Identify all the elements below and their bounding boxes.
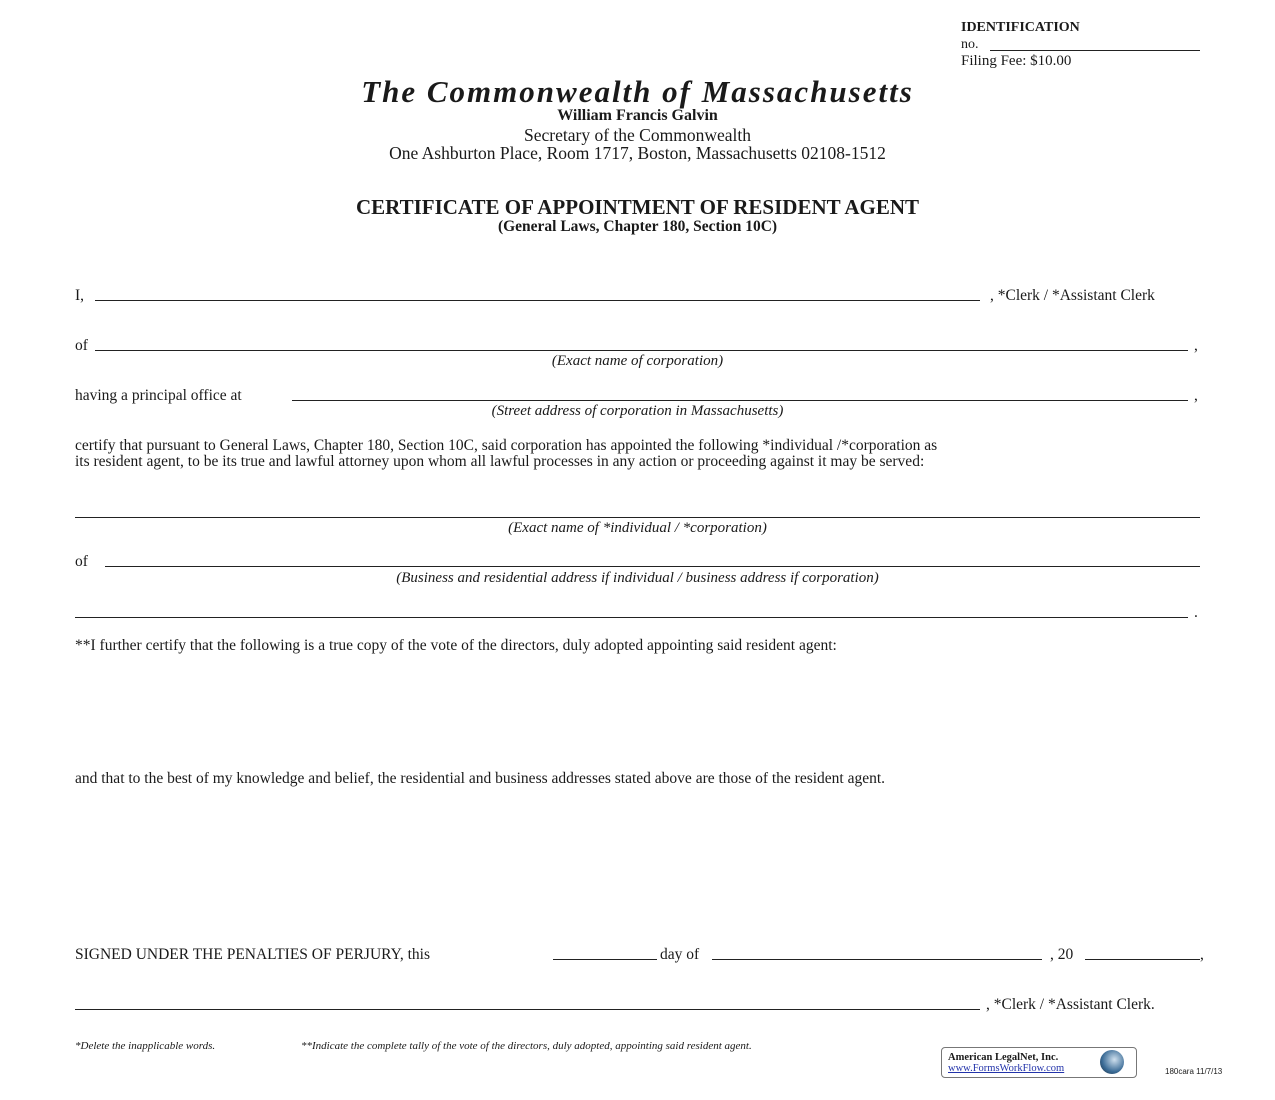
further-certify-text: **I further certify that the following is a true copy of the vote of the directors, duly adopted appointing said resident agent: <box>75 637 837 654</box>
footnote-tally: **Indicate the complete tally of the vote of the directors, duly adopted, appointing said resident agent. <box>301 1040 752 1052</box>
corporation-caption: (Exact name of corporation) <box>551 353 724 369</box>
secretary-title: Secretary of the Commonwealth <box>524 125 751 145</box>
form-title: CERTIFICATE OF APPOINTMENT OF RESIDENT AGENT <box>355 195 920 219</box>
certify-text-1: certify that pursuant to General Laws, Chapter 180, Section 10C, said corporation has appointed the following *individual /*corporation as <box>75 437 938 454</box>
year-field[interactable] <box>1085 945 1200 960</box>
agent-name-field[interactable] <box>75 503 1200 518</box>
of-label: of <box>75 337 88 354</box>
of-label-2: of <box>75 553 88 570</box>
globe-icon <box>1100 1050 1124 1074</box>
corporation-name-field[interactable] <box>95 336 1188 351</box>
logo-name: American LegalNet, Inc. <box>948 1052 1059 1063</box>
filing-fee: Filing Fee: $10.00 <box>961 53 1072 69</box>
clerk-label: , *Clerk / *Assistant Clerk <box>990 287 1155 304</box>
month-field[interactable] <box>712 945 1042 960</box>
certify-text-2: its resident agent, to be its true and lawful attorney upon whom all lawful processes in any action or proceeding against it may be served: <box>75 453 925 470</box>
principal-office-label: having a principal office at <box>75 387 242 404</box>
street-caption: (Street address of corporation in Massachusetts) <box>491 403 784 419</box>
address-caption: (Business and residential address if individual / business address if corporation) <box>396 570 879 586</box>
day-of-label: day of <box>660 946 700 963</box>
belief-text: and that to the best of my knowledge and belief, the residential and business addresses stated above are those of the resident agent. <box>75 770 886 787</box>
form-version: 180cara 11/7/13 <box>1165 1067 1223 1076</box>
identification-label: IDENTIFICATION <box>961 20 1080 35</box>
form-subtitle: (General Laws, Chapter 180, Section 10C) <box>497 218 778 235</box>
comma: , <box>1194 337 1198 354</box>
identification-no-field[interactable] <box>990 36 1200 51</box>
day-field[interactable] <box>553 945 657 960</box>
i-label: I, <box>75 287 85 304</box>
logo-url[interactable]: www.FormsWorkFlow.com <box>948 1063 1065 1074</box>
principal-office-field[interactable] <box>292 386 1188 401</box>
year-label: , 20 <box>1050 946 1074 963</box>
secretary-address: One Ashburton Place, Room 1717, Boston, Massachusetts 02108-1512 <box>389 143 886 163</box>
american-legalnet-logo <box>941 1047 1137 1078</box>
commonwealth-title: The Commonwealth of Massachusetts <box>361 74 914 109</box>
period: . <box>1194 604 1198 621</box>
identification-no-label: no. <box>961 37 979 52</box>
clerk-name-field[interactable] <box>95 286 980 301</box>
trailing-comma: , <box>1200 946 1204 963</box>
comma: , <box>1194 387 1198 404</box>
signature-field[interactable] <box>75 995 980 1010</box>
footnote-delete: *Delete the inapplicable words. <box>75 1040 216 1052</box>
sign-clerk-label: , *Clerk / *Assistant Clerk. <box>986 996 1155 1013</box>
signed-label: SIGNED UNDER THE PENALTIES OF PERJURY, this <box>75 946 430 963</box>
agent-address-field-2[interactable] <box>75 603 1188 618</box>
secretary-name: William Francis Galvin <box>557 107 718 124</box>
agent-address-field[interactable] <box>105 552 1200 567</box>
agent-caption: (Exact name of *individual / *corporation) <box>508 520 767 536</box>
